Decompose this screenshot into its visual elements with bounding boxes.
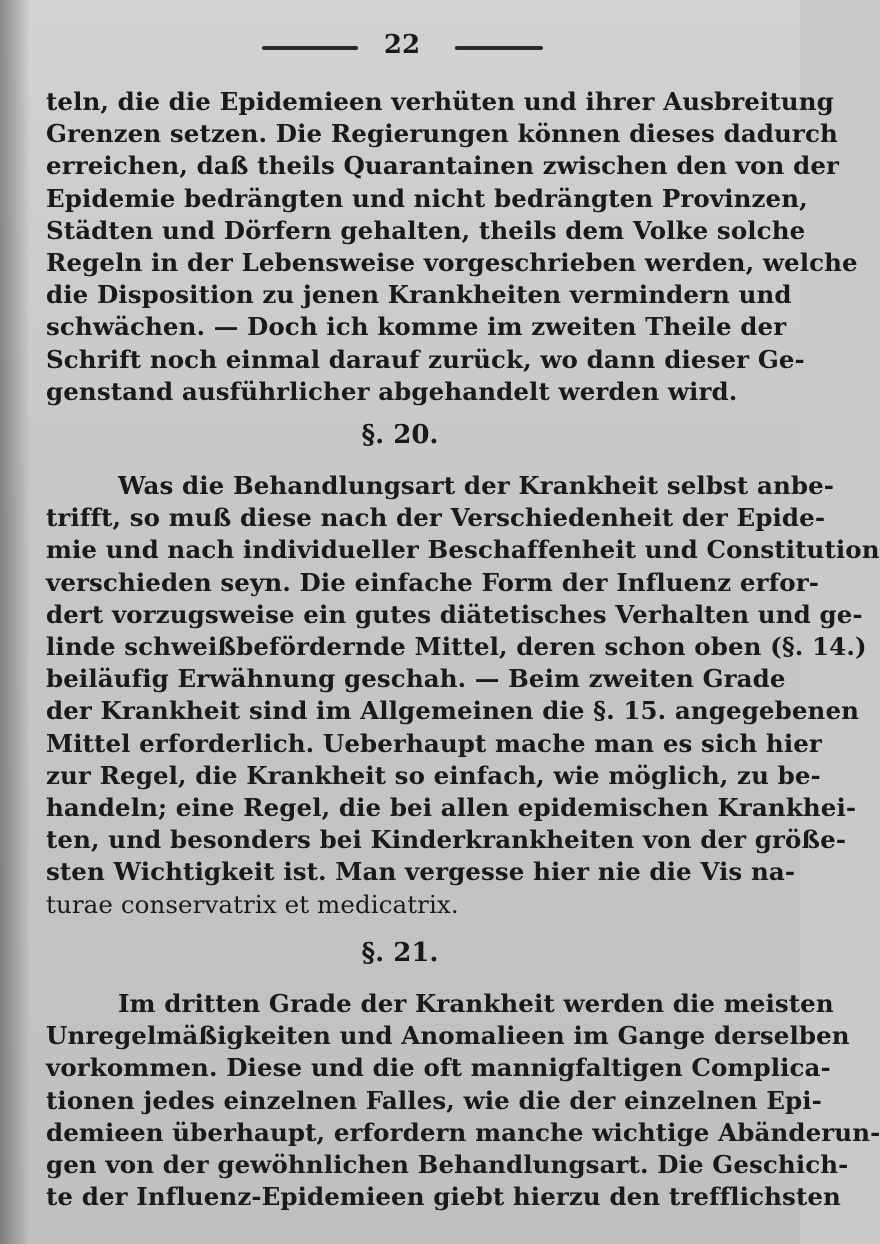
header-rule-right	[455, 46, 543, 50]
text-line: Epidemie bedrängten und nicht bedrängten Provinzen,	[46, 183, 808, 213]
section-21-body	[46, 988, 880, 1213]
text-line: erreichen, daß theils Quarantainen zwischen den von der	[46, 151, 840, 181]
header-rule-left	[262, 46, 358, 50]
text-line: gen von der gewöhnlichen Behandlungsart. Die Geschich-	[46, 1150, 849, 1180]
text-line: Städten und Dörfern gehalten, theils dem Volke solche	[46, 215, 806, 245]
text-line: ten, und besonders bei Kinderkrankheiten von der größe-	[46, 825, 847, 855]
text-line: Mittel erforderlich. Ueberhaupt mache man es sich hier	[46, 728, 822, 758]
text-line: der Krankheit sind im Allgemeinen die §. 15. angegebenen	[46, 696, 860, 726]
paragraph-continued	[46, 86, 858, 408]
text-line: turae conservatrix et medicatrix.	[46, 889, 459, 919]
page-header	[0, 28, 800, 68]
text-line: Schrift noch einmal darauf zurück, wo dann dieser Ge-	[46, 344, 805, 374]
text-line: Unregelmäßigkeiten und Anomalieen im Gange derselben	[46, 1021, 850, 1051]
text-line: Regeln in der Lebensweise vorgeschrieben werden, welche	[46, 248, 858, 278]
section-heading-21: §. 21.	[361, 938, 439, 968]
text-line: tionen jedes einzelnen Falles, wie die der einzelnen Epi-	[46, 1085, 822, 1115]
text-line: linde schweißbefördernde Mittel, deren schon oben (§. 14.)	[46, 632, 867, 662]
text-line: schwächen. — Doch ich komme im zweiten Theile der	[46, 312, 787, 342]
text-line: vorkommen. Diese und die oft mannigfaltigen Complica-	[46, 1053, 831, 1083]
text-line: zur Regel, die Krankheit so einfach, wie möglich, zu be-	[46, 760, 821, 790]
text-line: handeln; eine Regel, die bei allen epidemischen Krankhei-	[46, 793, 857, 823]
text-line: teln, die die Epidemieen verhüten und ihrer Ausbreitung	[46, 87, 834, 116]
text-line: mie und nach individueller Beschaffenheit und Constitution	[46, 535, 880, 565]
text-line: trifft, so muß diese nach der Verschiedenheit der Epide-	[46, 503, 826, 533]
text-line: Im dritten Grade der Krankheit werden die meisten	[118, 989, 834, 1018]
text-line: verschieden seyn. Die einfache Form der Influenz erfor-	[46, 567, 819, 597]
page-gutter-shadow	[0, 0, 30, 1244]
text-line: sten Wichtigkeit ist. Man vergesse hier nie die Vis na-	[46, 857, 796, 887]
text-line: genstand ausführlicher abgehandelt werden wird.	[46, 376, 738, 406]
text-line: Was die Behandlungsart der Krankheit selbst anbe-	[118, 471, 835, 500]
text-line: Grenzen setzen. Die Regierungen können dieses dadurch	[46, 119, 838, 149]
text-line: te der Influenz-Epidemieen giebt hierzu den trefflichsten	[46, 1182, 841, 1212]
text-line: beiläufig Erwähnung geschah. — Beim zweiten Grade	[46, 664, 786, 694]
text-line: dert vorzugsweise ein gutes diätetisches Verhalten und ge-	[46, 599, 863, 629]
text-line: die Disposition zu jenen Krankheiten vermindern und	[46, 280, 792, 310]
section-heading-20: §. 20.	[361, 420, 439, 450]
section-20-body	[46, 470, 880, 921]
page-number: 22	[383, 30, 421, 60]
text-line: demieen überhaupt, erfordern manche wichtige Abänderun-	[46, 1117, 880, 1147]
